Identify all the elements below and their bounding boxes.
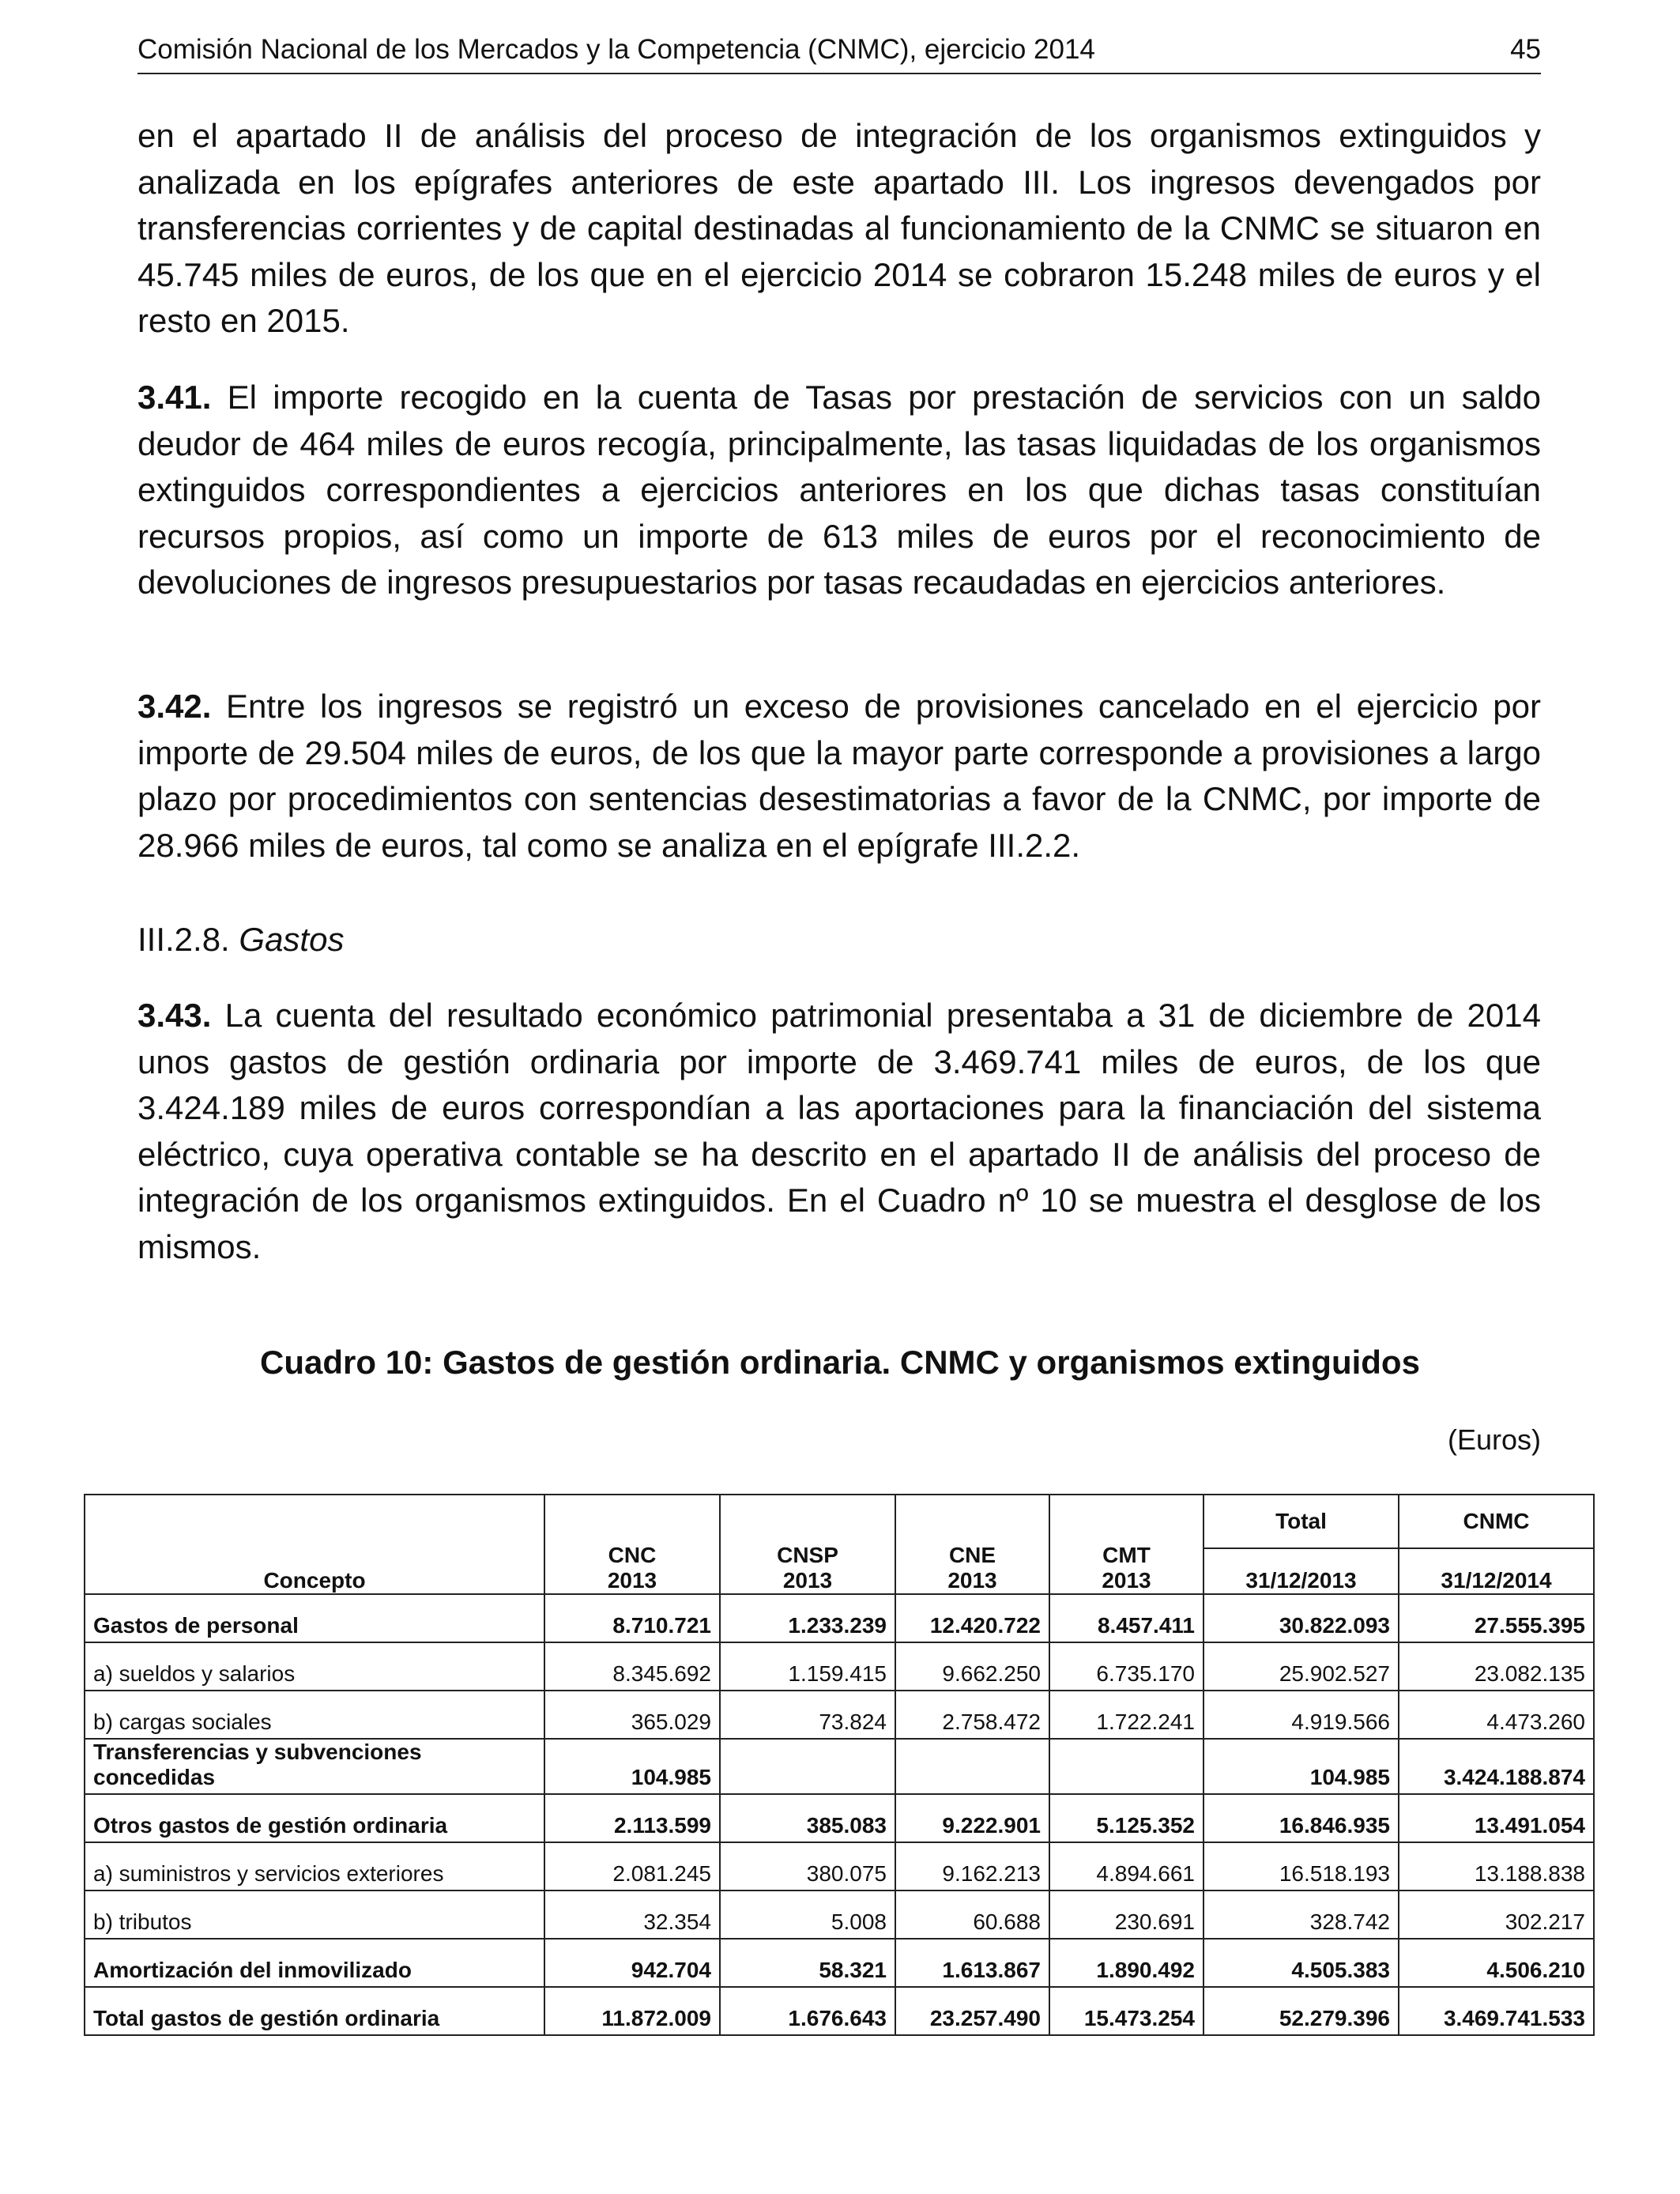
header-cnc-label: CNC <box>608 1543 657 1567</box>
table-unit: (Euros) <box>1447 1423 1541 1456</box>
paragraph-text: Entre los ingresos se registró un exceso de provisiones cancelado en el ejercicio por importe de 29.504 miles de euros, de los que la mayor parte corresponde a provisiones a largo plazo por procedimientos con sentencias desestimatorias a favor de la CNMC, por importe de 28.966 miles de euros, tal como se analiza en el epígrafe III.2.2. <box>137 688 1541 864</box>
cell-cnmc: 4.506.210 <box>1399 1939 1594 1987</box>
cell-concepto: Transferencias y subvenciones concedidas <box>85 1739 544 1794</box>
cell-cne: 12.420.722 <box>895 1594 1049 1642</box>
cell-concepto: Gastos de personal <box>85 1594 544 1642</box>
header-cnsp-year: 2013 <box>782 1568 833 1593</box>
header-concepto: Concepto <box>85 1495 544 1594</box>
cell-concepto: b) tributos <box>85 1891 544 1939</box>
paragraph-number: 3.42. <box>137 688 212 725</box>
cell-cnsp: 5.008 <box>720 1891 895 1939</box>
header-cnmc: CNMC <box>1399 1495 1594 1548</box>
paragraph-intro <box>137 113 1541 345</box>
cell-cmt: 8.457.411 <box>1049 1594 1203 1642</box>
cell-concepto: b) cargas sociales <box>85 1691 544 1739</box>
header-cnsp-label: CNSP <box>777 1543 838 1567</box>
header-cmt-year: 2013 <box>1102 1568 1151 1593</box>
cell-concepto: a) suministros y servicios exteriores <box>85 1842 544 1891</box>
cell-cnsp: 1.159.415 <box>720 1642 895 1691</box>
cell-cnc: 942.704 <box>544 1939 720 1987</box>
cell-cnmc: 3.424.188.874 <box>1399 1739 1594 1794</box>
cell-cne: 9.662.250 <box>895 1642 1049 1691</box>
section-heading <box>137 917 344 963</box>
cell-cmt: 6.735.170 <box>1049 1642 1203 1691</box>
paragraph-3-42 <box>137 684 1541 869</box>
cell-cmt <box>1049 1739 1203 1794</box>
cell-cnc: 2.081.245 <box>544 1842 720 1891</box>
table-row <box>85 1739 1594 1794</box>
cell-cmt: 5.125.352 <box>1049 1794 1203 1842</box>
cell-cnmc: 23.082.135 <box>1399 1642 1594 1691</box>
cell-cnsp <box>720 1739 895 1794</box>
cell-cnc: 8.710.721 <box>544 1594 720 1642</box>
header-cmt <box>1049 1495 1203 1594</box>
paragraph-text: en el apartado II de análisis del proceso de integración de los organismos extinguidos y analizada en los epígrafes anteriores de este apartado III. Los ingresos devengados por transferencias corrientes y de capital destinadas al funcionamiento de la CNMC se situaron en 45.745 miles de euros, de los que en el ejercicio 2014 se cobraron 15.248 miles de euros y el resto en 2015. <box>137 117 1541 339</box>
cell-total: 25.902.527 <box>1203 1642 1399 1691</box>
paragraph-text: El importe recogido en la cuenta de Tasas por prestación de servicios con un saldo deudor de 464 miles de euros recogía, principalmente, las tasas liquidadas de los organismos extinguidos correspondientes a ejercicios anteriores en los que dichas tasas constituían recursos propios, así como un importe de 613 miles de euros por el reconocimiento de devoluciones de ingresos presupuestarios por tasas recaudadas en ejercicios anteriores. <box>137 379 1541 601</box>
section-number: III.2.8. <box>137 921 230 958</box>
cell-cne: 1.613.867 <box>895 1939 1049 1987</box>
cell-total: 30.822.093 <box>1203 1594 1399 1642</box>
table-row <box>85 1642 1594 1691</box>
header-title: Comisión Nacional de los Mercados y la Competencia (CNMC), ejercicio 2014 <box>137 34 1095 65</box>
table-row <box>85 1842 1594 1891</box>
cell-cnmc: 27.555.395 <box>1399 1594 1594 1642</box>
cell-cnsp: 73.824 <box>720 1691 895 1739</box>
cell-total: 16.846.935 <box>1203 1794 1399 1842</box>
table-title: Cuadro 10: Gastos de gestión ordinaria. CNMC y organismos extinguidos <box>260 1344 1420 1381</box>
cell-cnmc: 4.473.260 <box>1399 1691 1594 1739</box>
cell-cnc: 2.113.599 <box>544 1794 720 1842</box>
cell-total: 104.985 <box>1203 1739 1399 1794</box>
header-cne-label: CNE <box>948 1543 996 1567</box>
cell-cne: 9.222.901 <box>895 1794 1049 1842</box>
cell-cne: 2.758.472 <box>895 1691 1049 1739</box>
section-title: Gastos <box>239 921 345 958</box>
header-cmt-label: CMT <box>1102 1543 1151 1567</box>
header-cne <box>895 1495 1049 1594</box>
cell-cnc: 104.985 <box>544 1739 720 1794</box>
cell-cmt: 4.894.661 <box>1049 1842 1203 1891</box>
header-cnmc-date: 31/12/2014 <box>1399 1548 1594 1594</box>
cell-cne: 23.257.490 <box>895 1987 1049 2035</box>
cell-total: 52.279.396 <box>1203 1987 1399 2035</box>
cell-cne: 9.162.213 <box>895 1842 1049 1891</box>
page-header <box>137 32 1541 74</box>
header-cnsp <box>720 1495 895 1594</box>
table-row <box>85 1987 1594 2035</box>
cell-cnc: 365.029 <box>544 1691 720 1739</box>
table-row <box>85 1891 1594 1939</box>
table-row <box>85 1794 1594 1842</box>
expenses-table <box>84 1494 1595 2036</box>
cell-cnmc: 13.188.838 <box>1399 1842 1594 1891</box>
cell-concepto: Otros gastos de gestión ordinaria <box>85 1794 544 1842</box>
cell-cnsp: 1.676.643 <box>720 1987 895 2035</box>
cell-cne <box>895 1739 1049 1794</box>
paragraph-3-43 <box>137 993 1541 1270</box>
cell-cne: 60.688 <box>895 1891 1049 1939</box>
header-cne-year: 2013 <box>947 1568 997 1593</box>
cell-cnc: 8.345.692 <box>544 1642 720 1691</box>
cell-cnmc: 13.491.054 <box>1399 1794 1594 1842</box>
cell-total: 4.919.566 <box>1203 1691 1399 1739</box>
header-cnc-year: 2013 <box>607 1568 657 1593</box>
cell-cmt: 15.473.254 <box>1049 1987 1203 2035</box>
cell-total: 328.742 <box>1203 1891 1399 1939</box>
table-row <box>85 1594 1594 1642</box>
page-number: 45 <box>1510 34 1541 65</box>
paragraph-number: 3.43. <box>137 997 212 1034</box>
cell-total: 4.505.383 <box>1203 1939 1399 1987</box>
cell-cmt: 1.890.492 <box>1049 1939 1203 1987</box>
table-row <box>85 1939 1594 1987</box>
cell-cnmc: 302.217 <box>1399 1891 1594 1939</box>
paragraph-text: La cuenta del resultado económico patrimonial presentaba a 31 de diciembre de 2014 unos gastos de gestión ordinaria por importe de 3.469.741 miles de euros, de los que 3.424.189 miles de euros correspondían a las aportaciones para la financiación del sistema eléctrico, cuya operativa contable se ha descrito en el apartado II de análisis del proceso de integración de los organismos extinguidos. En el Cuadro nº 10 se muestra el desglose de los mismos. <box>137 997 1541 1265</box>
cell-cnsp: 1.233.239 <box>720 1594 895 1642</box>
cell-concepto: a) sueldos y salarios <box>85 1642 544 1691</box>
cell-cnsp: 58.321 <box>720 1939 895 1987</box>
paragraph-number: 3.41. <box>137 379 212 416</box>
cell-cnmc: 3.469.741.533 <box>1399 1987 1594 2035</box>
header-total-date: 31/12/2013 <box>1203 1548 1399 1594</box>
cell-cnsp: 385.083 <box>720 1794 895 1842</box>
cell-cnc: 11.872.009 <box>544 1987 720 2035</box>
cell-cnsp: 380.075 <box>720 1842 895 1891</box>
table-row <box>85 1691 1594 1739</box>
table-body <box>85 1594 1594 2035</box>
header-total: Total <box>1203 1495 1399 1548</box>
cell-cmt: 1.722.241 <box>1049 1691 1203 1739</box>
cell-concepto: Total gastos de gestión ordinaria <box>85 1987 544 2035</box>
paragraph-3-41 <box>137 375 1541 606</box>
cell-total: 16.518.193 <box>1203 1842 1399 1891</box>
cell-cnc: 32.354 <box>544 1891 720 1939</box>
header-cnc <box>544 1495 720 1594</box>
cell-cmt: 230.691 <box>1049 1891 1203 1939</box>
cell-concepto: Amortización del inmovilizado <box>85 1939 544 1987</box>
